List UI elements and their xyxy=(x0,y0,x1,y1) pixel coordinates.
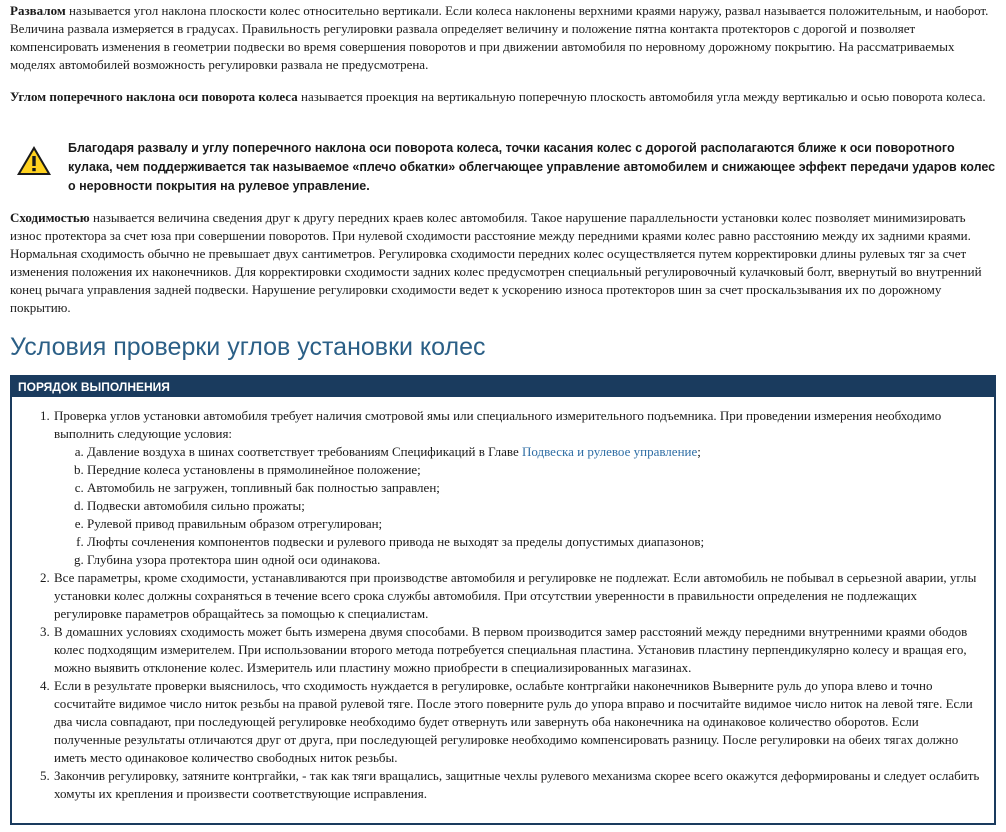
condition-item-g: g. Глубина узора протектора шин одной оси одинакова. xyxy=(87,551,982,569)
warning-note xyxy=(14,139,1000,197)
step-item-2: 2. Все параметры, кроме сходимости, устанавливаются при производстве автомобиля и регулировке не подлежат. Если автомобиль не побывал в серьезной аварии, углы установки колес должны сохраняться в течение всего срока службы автомобиля. При отсутствии уверенности в правильности определения не подлежащих регулировке параметров обращайтесь за помощью к специалистам. xyxy=(53,569,982,623)
step-item-1 xyxy=(53,407,982,569)
warning-triangle-icon xyxy=(16,145,52,177)
paragraph-toe xyxy=(10,209,1000,317)
procedure-steps xyxy=(12,407,994,803)
warning-note-text: Благодаря развалу и углу поперечного наклона оси поворота колеса, точки касания колес с дорогой располагаются ближе к оси поворотного кулака, чем поддерживается так называемое «плечо обкатки» облегчающее управление автомобилем и снижающее эффект передачи ударов колес о неровности покрытия на рулевое управление. xyxy=(68,141,996,193)
condition-item-b: b. Передние колеса установлены в прямолинейное положение; xyxy=(87,461,982,479)
condition-item-a xyxy=(87,443,982,461)
condition-a-end: ; xyxy=(697,444,701,459)
term-camber: Развалом xyxy=(10,3,66,18)
step-item-5: 5. Закончив регулировку, затяните контргайки, - так как тяги вращались, защитные чехлы рулевого механизма скорее всего окажутся деформированы и следует ослабить хомуты их крепления и произвести соответствующие исправления. xyxy=(53,767,982,803)
step-item-4: 4. Если в результате проверки выяснилось, что сходимость нуждается в регулировке, ослабьте контргайки наконечников Выверните руль до упора влево и точно сосчитайте видимое число ниток резьбы на правой рулевой тяге. После этого поверните руль до упора вправо и посчитайте видимое число ниток на левой тяге. Если два числа совпадают, при последующей регулировке необходимо будет отвернуть или завернуть оба наконечника на одинаковое количество оборотов. Если полученные результаты отличаются друг от друга, при последующей регулировке необходимо компенсировать разницу. После регулировки на обеих тягах должно иметь место одинаковое количество свободных ниток резьбы. xyxy=(53,677,982,767)
condition-item-f: f. Люфты сочленения компонентов подвески и рулевого привода не выходят за пределы допустимых диапазонов; xyxy=(87,533,982,551)
condition-item-d: d. Подвески автомобиля сильно прожаты; xyxy=(87,497,982,515)
procedure-box xyxy=(10,375,996,825)
step-item-3: 3. В домашних условиях сходимость может быть измерена двумя способами. В первом производится замер расстояний между передними внутренними краями ободов колес подходящим измерителем. При использовании второго метода потребуется специальная пластина. Установив пластину перпендикулярно колесу и вращая его, можно выявить отклонение колес. Измеритель или пластину можно приобрести в специализированных магазинах. xyxy=(53,623,982,677)
section-title: Условия проверки углов установки колес xyxy=(10,333,486,361)
step-1-conditions xyxy=(54,443,982,569)
condition-item-e: e. Рулевой привод правильным образом отрегулирован; xyxy=(87,515,982,533)
condition-a-text: Давление воздуха в шинах соответствует требованиям Спецификаций в Главе xyxy=(87,444,522,459)
caster-definition: называется проекция на вертикальную поперечную плоскость автомобиля угла между вертикалью и осью поворота колеса. xyxy=(297,89,986,104)
toe-definition: называется величина сведения друг к другу передних краев колес автомобиля. Такое нарушение параллельности установки колес позволяет минимизировать износ протектора за счет юза при совершении поворотов. При нулевой сходимости расстояние между передними краями колес равно расстоянию между их задними краями. Нормальная сходимость обычно не превышает двух сантиметров. Регулировка сходимости передних колес осуществляется путем корректировки длины рулевых тяг за счет изменения положения их наконечников. Для корректировки сходимости задних колес предусмотрен специальный регулировочный кулачковый болт, ввернутый во внутренний конец рычага управления задней подвески. Нарушение регулировки сходимости ведет к ускорению износа протекторов шин за счет проскальзывания их по дорожному покрытию. xyxy=(10,210,982,315)
suspension-chapter-link[interactable]: Подвеска и рулевое управление xyxy=(521,444,698,459)
paragraph-camber xyxy=(10,2,1000,74)
camber-definition: называется угол наклона плоскости колес относительно вертикали. Если колеса наклонены верхними краями наружу, развал называется положительным, и наоборот. Величина развала измеряется в градусах. Правильность регулировки развала определяет величину и положение пятна контакта протекторов с дорогой и позволяет компенсировать изменения в геометрии подвески во время совершения поворотов и при движении автомобиля по неровному дорожному покрытию. На рассматриваемых моделях автомобилей возможность регулировки развала не предусмотрена. xyxy=(10,3,989,72)
term-toe: Сходимостью xyxy=(10,210,90,225)
step-1-text: Проверка углов установки автомобиля требует наличия смотровой ямы или специального измерительного подъемника. При проведении измерения необходимо выполнить следующие условия: xyxy=(54,408,942,441)
paragraph-caster xyxy=(10,88,1000,106)
term-caster: Углом поперечного наклона оси поворота колеса xyxy=(10,89,298,104)
condition-item-c: c. Автомобиль не загружен, топливный бак полностью заправлен; xyxy=(87,479,982,497)
procedure-header: ПОРЯДОК ВЫПОЛНЕНИЯ xyxy=(12,377,994,397)
